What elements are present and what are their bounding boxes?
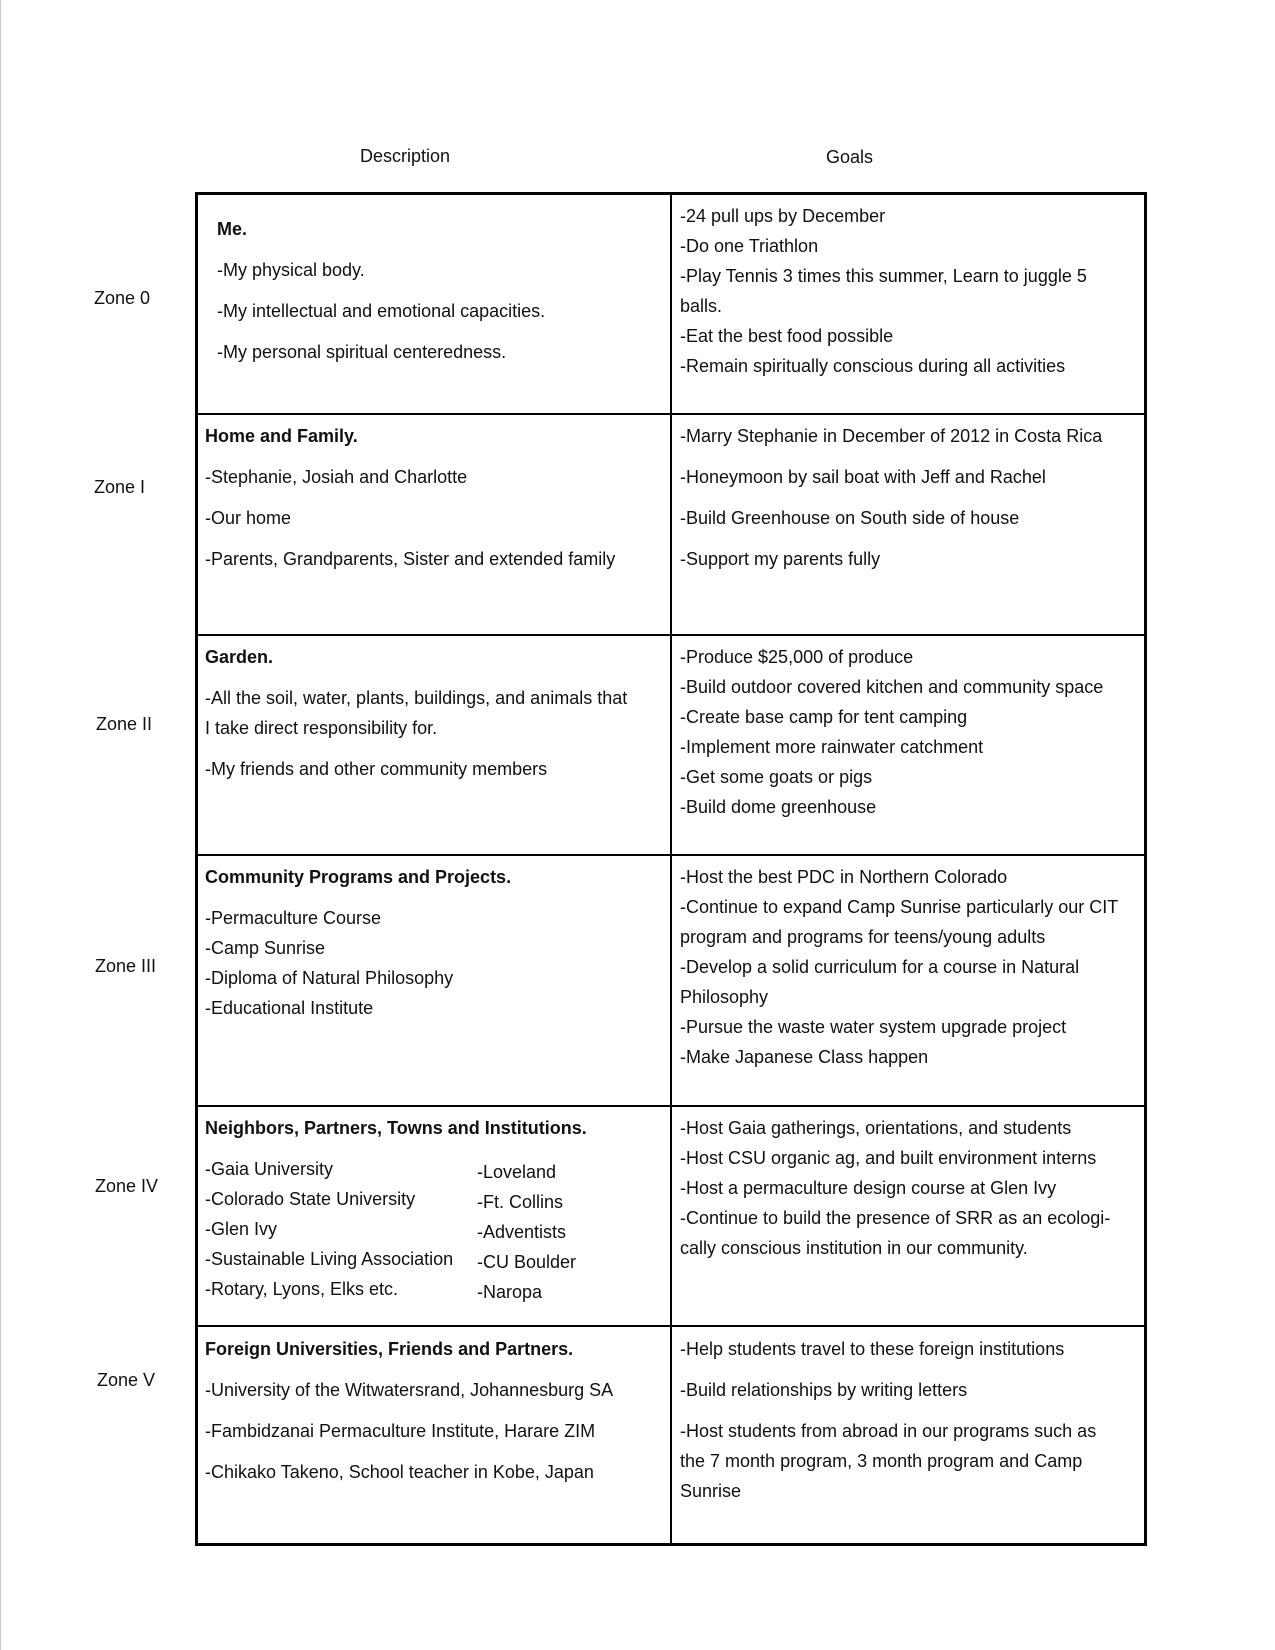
goal-item: -Build dome greenhouse [680,797,877,817]
goal-item: -Build Greenhouse on South side of house [680,508,1020,528]
goal-item: -Play Tennis 3 times this summer, Learn to juggle 5 [680,266,1087,286]
column-divider [670,195,672,1543]
zone-0-goals [680,201,1087,381]
description-item: -Diploma of Natural Philosophy [205,968,454,988]
goal-item: Philosophy [680,987,769,1007]
goal-item: -Develop a solid curriculum for a course in Natural [680,957,1080,977]
goal-item: -Implement more rainwater catchment [680,737,984,757]
description-item: -My physical body. [217,260,365,280]
zone-2-goals [680,642,1103,822]
zone-label-1: Zone I [94,477,146,497]
zone-4-title: Neighbors, Partners, Towns and Institutions. [205,1118,587,1138]
description-item: -University of the Witwatersrand, Johannesburg SA [205,1380,614,1400]
zone-1-title: Home and Family. [205,426,358,446]
goal-item: -Honeymoon by sail boat with Jeff and Rachel [680,467,1046,487]
description-header: Description [360,146,451,166]
zones-table [195,192,1147,1546]
goal-item: -Remain spiritually conscious during all activities [680,356,1066,376]
goal-item: -Continue to build the presence of SRR as an ecologi- [680,1208,1111,1228]
row-divider [198,1325,1144,1327]
goal-item: cally conscious institution in our community. [680,1238,1028,1258]
description-item: -Ft. Collins [477,1192,564,1212]
description-item: -My personal spiritual centeredness. [217,342,507,362]
goal-item: -Eat the best food possible [680,326,894,346]
goal-item: -Build relationships by writing letters [680,1380,968,1400]
goals-header: Goals [826,147,874,167]
zone-3-goals [680,862,1118,1072]
description-item: -Permaculture Course [205,908,382,928]
description-item: -Our home [205,508,292,528]
goal-item: -Host CSU organic ag, and built environment interns [680,1148,1097,1168]
goal-item: -Host a permaculture design course at Glen Ivy [680,1178,1057,1198]
zone-1-goals [680,421,1102,574]
goal-item: -Marry Stephanie in December of 2012 in Costa Rica [680,426,1103,446]
zone-3-description [205,862,511,1023]
goal-item: -Help students travel to these foreign institutions [680,1339,1065,1359]
zone-label-3: Zone III [95,956,157,976]
zone-4-description-right [477,1157,576,1307]
description-item: -Adventists [477,1222,567,1242]
goal-item: -Build outdoor covered kitchen and community space [680,677,1104,697]
description-item: -Naropa [477,1282,543,1302]
goal-item: -Do one Triathlon [680,236,819,256]
description-item: -Colorado State University [205,1189,416,1209]
row-divider [198,854,1144,856]
description-item: -Sustainable Living Association [205,1249,454,1269]
zone-2-title: Garden. [205,647,274,667]
zone-4-goals [680,1113,1110,1263]
zone-5-description [205,1334,613,1487]
goal-item: -Make Japanese Class happen [680,1047,929,1067]
row-divider [198,1105,1144,1107]
description-item: -Gaia University [205,1159,334,1179]
goal-item: balls. [680,296,723,316]
row-divider [198,634,1144,636]
goal-item: the 7 month program, 3 month program and Camp [680,1451,1083,1471]
zone-5-title: Foreign Universities, Friends and Partners. [205,1339,574,1359]
goal-item: -Host the best PDC in Northern Colorado [680,867,1008,887]
row-divider [198,413,1144,415]
description-item: -Chikako Takeno, School teacher in Kobe, Japan [205,1462,594,1482]
goal-item: Sunrise [680,1481,742,1501]
zone-0-description [217,214,545,367]
description-item: -Loveland [477,1162,557,1182]
description-item: -Educational Institute [205,998,374,1018]
zone-label-5: Zone V [97,1370,156,1390]
goal-item: -Host students from abroad in our programs such as [680,1421,1097,1441]
goal-item: -Host Gaia gatherings, orientations, and students [680,1118,1072,1138]
description-item: -Fambidzanai Permaculture Institute, Harare ZIM [205,1421,596,1441]
zone-1-description [205,421,615,574]
page-edge [0,0,1,1650]
goal-item: -Support my parents fully [680,549,881,569]
goal-item: -Create base camp for tent camping [680,707,968,727]
description-item: -Camp Sunrise [205,938,326,958]
description-item: -Rotary, Lyons, Elks etc. [205,1279,399,1299]
zone-label-0: Zone 0 [94,288,151,308]
goal-item: -Continue to expand Camp Sunrise particularly our CIT [680,897,1119,917]
zone-label-2: Zone II [96,714,153,734]
goal-item: -Produce $25,000 of produce [680,647,914,667]
zone-5-goals [680,1334,1096,1506]
description-item: -All the soil, water, plants, buildings, and animals that [205,688,628,708]
goal-item: -24 pull ups by December [680,206,886,226]
description-item: -My intellectual and emotional capacities. [217,301,546,321]
zone-3-title: Community Programs and Projects. [205,867,512,887]
goal-item: -Pursue the waste water system upgrade project [680,1017,1067,1037]
zone-0-title: Me. [217,219,248,239]
description-item: -Glen Ivy [205,1219,278,1239]
description-item: -My friends and other community members [205,759,548,779]
description-item: -Stephanie, Josiah and Charlotte [205,467,468,487]
goal-item: -Get some goats or pigs [680,767,873,787]
description-item: -CU Boulder [477,1252,577,1272]
description-item: I take direct responsibility for. [205,718,438,738]
description-item: -Parents, Grandparents, Sister and extended family [205,549,616,569]
zone-label-4: Zone IV [95,1176,159,1196]
zone-2-description [205,642,627,784]
goal-item: program and programs for teens/young adults [680,927,1046,947]
